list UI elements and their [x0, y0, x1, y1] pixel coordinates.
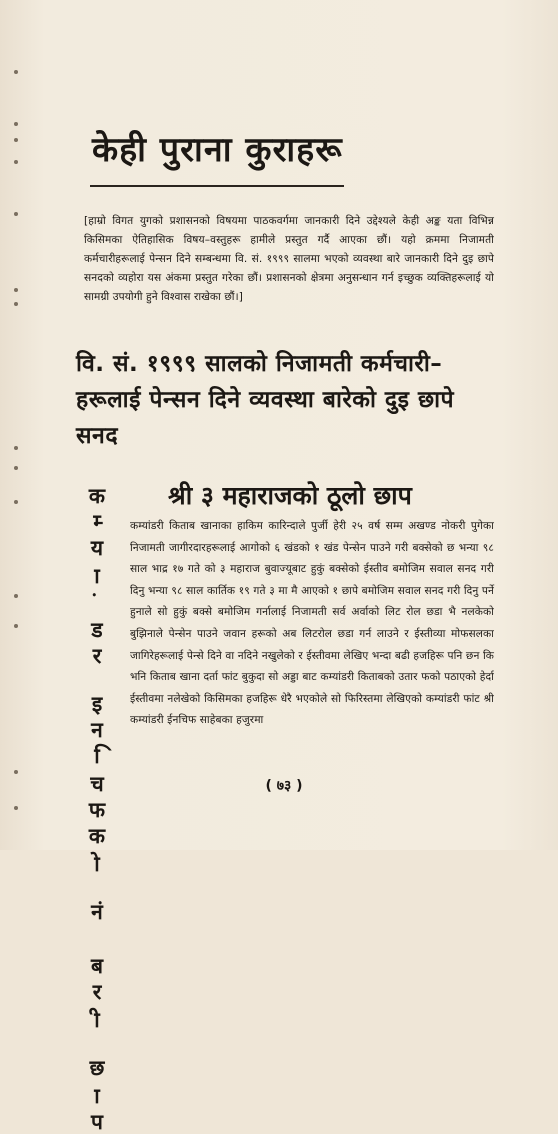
- side-vertical-title: कम्यांडर इनचिफको नंबरी छाप: [85, 482, 109, 1134]
- section-heading: वि. सं. १९९९ सालको निजामती कर्मचारी–हरूलाई पेन्सन दिने व्यवस्था बारेको दुइ छापे सनद: [76, 351, 455, 449]
- intro-paragraph: [हाम्रो विगत युगको प्रशासनको विषयमा पाठकवर्गमा जानकारी दिने उद्देश्यले केही अङ्क यता विभिन्न किसिमका ऐतिहासिक विषय–वस्तुहरू हामीले प्रस्तुत गर्दै आएका छौं। यहो क्रममा निजामती कर्मचारीहरूलाई पेन्सन दिने सम्बन्धमा वि. सं. १९९९ सालमा भएको व्यवस्था बारे जानकारी दिने दुइ छापे सनदको व्यहोरा यस अंकमा प्रस्तुत गरेका छौं। प्रशासनको क्षेत्रमा अनुसन्धान गर्न इच्छुक व्यक्तिहरूलाई यो सामग्री उपयोगी हुने विश्वास राखेका छौं।]: [84, 215, 494, 303]
- seal-title: श्री ३ महाराजको ठूलो छाप: [168, 481, 412, 510]
- page-number: ( ७३ ): [265, 778, 303, 794]
- page-title: केही पुराना कुराहरू: [92, 130, 343, 170]
- title-underline: [90, 185, 344, 187]
- body-paragraph: कम्यांडरी किताब खानाका हाकिम कारिन्दाले पुर्जी हेरी २५ वर्ष सम्म अखण्ड नोकरी पुगेका निजामती जागीरदारहरूलाई आगोको ६ खंडको १ खंड पेन्सेन पाउने गरी बक्सेको छ भन्या ९८ साल भाद्र १७ गते को ३ महाराज बुवाज्यूबाट हुकुं बक्सेको ईस्तीव बमोजिम सवाल सनद गरी दिनु भन्या ९८ साल कार्तिक १९ गते ३ मा मै आएको १ छापे बमोजिम सवाल सनद गरी दिनु पर्ने हुनाले सो हुकुं बक्से बमोजिम गर्नालाई निजामती सर्व अर्वाको लिट रोल छडा भै नलकेको बुझिनाले पेन्सेन पाउने जवान हरूको अब लिटरोल छडा गर्न लाउने र ईस्तीव्या मोफसलका जागिरेहरूलाई पेन्से दिने वा नदिने नखुलेको र ईस्तीवमा लेखिए भन्दा बढी हजहिरू पनि छन कि भनि किताब खाना दर्ता फांट बुकुदा सो अड्डा बाट कम्यांडरी किताबको उतार फको पठाएको हेर्दा ईस्तीवमा नलेखेको किसिमका हजहिरू धेरै भएकोले सो फिरिस्तमा लेखिएको कम्यांडरी फांट श्री कम्यांडरी ईनचिफ साहेबका हजुरमा: [130, 520, 494, 727]
